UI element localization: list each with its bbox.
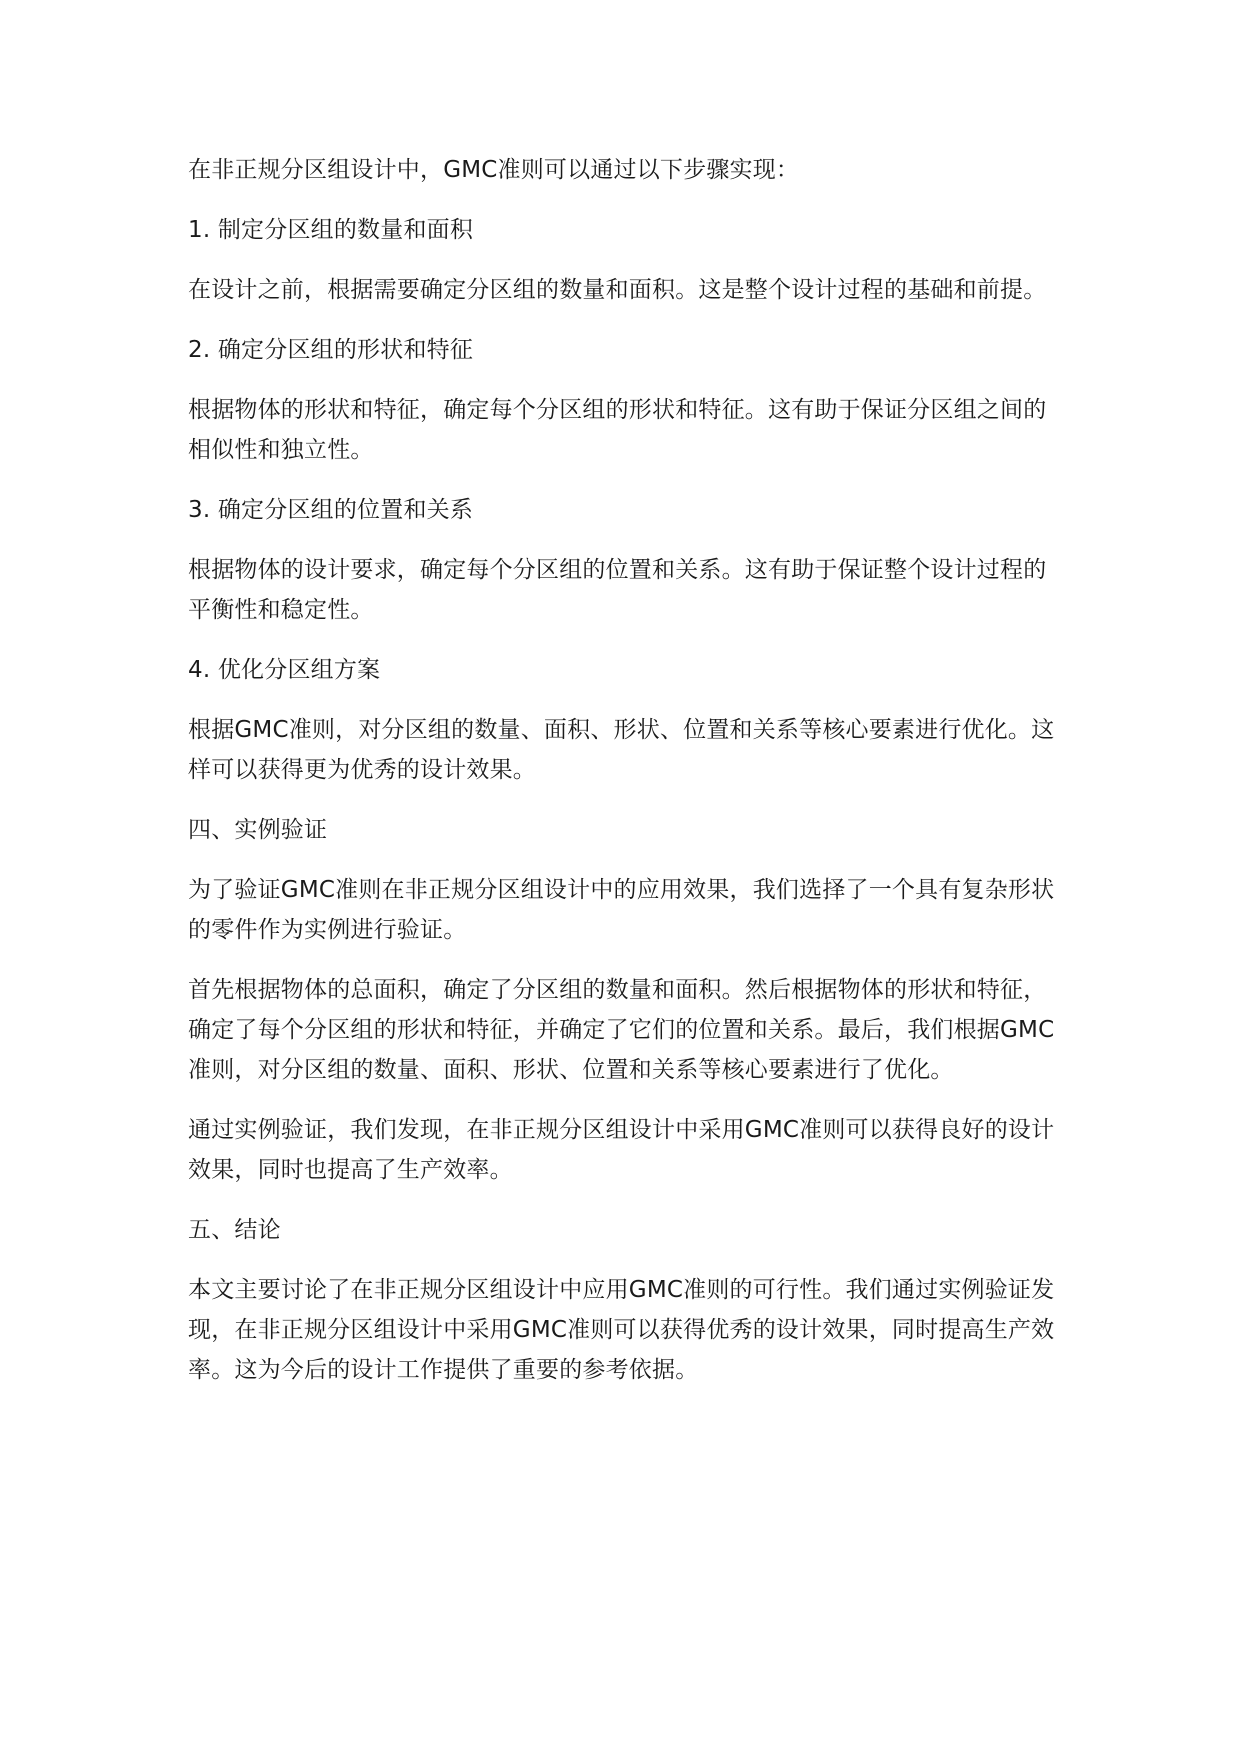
section-4-heading: 四、实例验证 — [188, 817, 328, 843]
step-4-heading: 4. 优化分区组方案 — [188, 657, 381, 683]
conclusion-paragraph: 本文主要讨论了在非正规分区组设计中应用GMC准则的可行性。我们通过实例验证发现，在非正规分区组设计中采用GMC准则可以获得优秀的设计效果，同时提高生产效率。这为今后的设计工作提供了重要的参考依据。 — [188, 1277, 1055, 1383]
case-study-paragraph-1: 为了验证GMC准则在非正规分区组设计中的应用效果，我们选择了一个具有复杂形状的零件作为实例进行验证。 — [188, 877, 1055, 943]
step-4-paragraph: 根据GMC准则，对分区组的数量、面积、形状、位置和关系等核心要素进行优化。这样可以获得更为优秀的设计效果。 — [188, 717, 1055, 783]
step-2-heading: 2. 确定分区组的形状和特征 — [188, 337, 474, 363]
step-3-paragraph: 根据物体的设计要求，确定每个分区组的位置和关系。这有助于保证整个设计过程的平衡性和稳定性。 — [188, 557, 1047, 623]
case-study-paragraph-2: 首先根据物体的总面积，确定了分区组的数量和面积。然后根据物体的形状和特征，确定了每个分区组的形状和特征，并确定了它们的位置和关系。最后，我们根据GMC准则，对分区组的数量、面积、形状、位置和关系等核心要素进行了优化。 — [188, 977, 1055, 1083]
intro-paragraph: 在非正规分区组设计中，GMC准则可以通过以下步骤实现： — [188, 157, 800, 183]
document-body — [188, 150, 1058, 1410]
step-3-heading: 3. 确定分区组的位置和关系 — [188, 497, 474, 523]
step-1-paragraph: 在设计之前，根据需要确定分区组的数量和面积。这是整个设计过程的基础和前提。 — [188, 277, 1047, 303]
section-5-heading: 五、结论 — [188, 1217, 281, 1243]
case-study-paragraph-3: 通过实例验证，我们发现，在非正规分区组设计中采用GMC准则可以获得良好的设计效果，同时也提高了生产效率。 — [188, 1117, 1055, 1183]
step-1-heading: 1. 制定分区组的数量和面积 — [188, 217, 474, 243]
step-2-paragraph: 根据物体的形状和特征，确定每个分区组的形状和特征。这有助于保证分区组之间的相似性和独立性。 — [188, 397, 1047, 463]
